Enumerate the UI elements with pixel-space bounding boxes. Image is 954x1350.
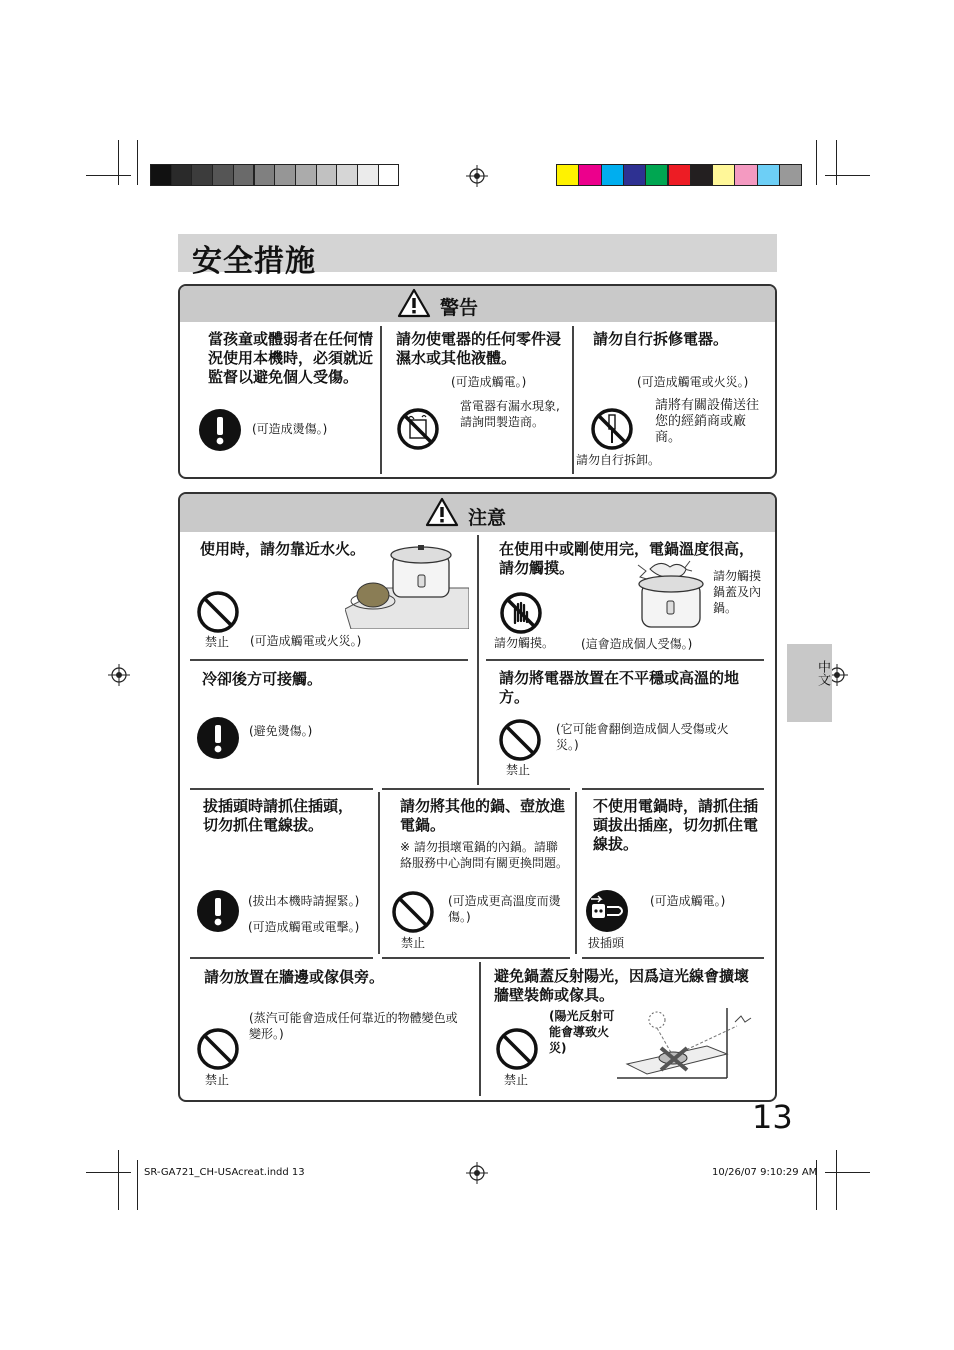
caution-6-label: 禁止: [401, 936, 426, 950]
divider: [382, 788, 570, 790]
divider: [190, 957, 373, 959]
unplug-icon: [585, 889, 629, 933]
caution-1-heading: 使用時，請勿靠近水火。: [200, 540, 366, 558]
divider: [572, 326, 574, 474]
warning-3-note: (可造成觸電或火災。): [637, 375, 749, 389]
color-swatch: [357, 164, 379, 186]
caution-2-side: 請勿觸摸鍋蓋及內鍋。: [713, 569, 762, 615]
registration-mark-icon: [108, 664, 130, 686]
divider: [190, 659, 468, 661]
color-swatch: [295, 164, 317, 186]
page-number: 13: [752, 1098, 793, 1136]
caution-2-note: (這會造成個人受傷。): [581, 637, 693, 651]
prohibition-icon: [196, 590, 240, 634]
warning-3-heading: 請勿自行拆修電器。: [593, 330, 729, 348]
color-swatch: [623, 164, 646, 186]
color-swatch: [779, 164, 802, 186]
crop-mark: [836, 1150, 837, 1210]
warning-3-sub: 請將有關設備送往您的經銷商或廠商。: [655, 398, 760, 445]
caution-3-note: (避免燙傷。): [249, 724, 313, 738]
caution-3-heading: 冷卻後方可接觸。: [202, 670, 323, 688]
mandatory-action-icon: [196, 889, 240, 933]
mandatory-action-icon: [198, 408, 242, 452]
caution-9-label: 禁止: [504, 1073, 529, 1087]
caution-4-heading: 請勿將電器放置在不平穩或高溫的地方。: [499, 669, 740, 706]
color-swatch: [668, 164, 691, 186]
crop-mark: [836, 140, 837, 185]
caution-4-label: 禁止: [506, 763, 531, 777]
color-swatch: [212, 164, 234, 186]
caution-7-note: (可造成觸電。): [650, 894, 726, 908]
caution-8-label: 禁止: [205, 1073, 230, 1087]
divider: [380, 326, 382, 474]
color-swatch: [254, 164, 276, 186]
crop-mark: [86, 175, 131, 176]
caution-header-label: 注意: [468, 507, 507, 529]
caution-9-note: (陽光反射可能會導致火災): [549, 1009, 615, 1055]
crop-mark: [86, 1172, 131, 1173]
caution-6-sub: ※ 請勿損壞電鍋的內鍋。請聯絡服務中心詢問有關更換問題。: [400, 840, 569, 870]
divider: [582, 788, 764, 790]
caution-6-heading: 請勿將其他的鍋、壺放進電鍋。: [400, 797, 566, 834]
color-swatch: [712, 164, 735, 186]
registration-mark-icon: [466, 165, 488, 187]
color-swatch: [378, 164, 400, 186]
hot-cooker-illustration: [630, 557, 712, 635]
footer-timestamp: 10/26/07 9:10:29 AM: [712, 1167, 818, 1178]
no-disassemble-icon: [590, 407, 634, 451]
divider: [582, 957, 764, 959]
divider: [190, 788, 373, 790]
warning-2-sub: 當電器有漏水現象, 請詢問製造商。: [460, 399, 560, 429]
color-swatch: [191, 164, 213, 186]
crop-mark: [825, 1172, 870, 1173]
caution-2-heading: 在使用中或剛使用完，電鍋溫度很高，請勿觸摸。: [499, 540, 755, 577]
caution-9-heading: 避免鍋蓋反射陽光，因爲這光線會擴壞牆壁裝飾或傢具。: [494, 967, 750, 1004]
color-swatch: [336, 164, 358, 186]
caution-5-note2: (可造成觸電或電擊。): [248, 920, 360, 934]
crop-mark: [137, 140, 138, 185]
rice-cooker-stove-illustration: [345, 543, 469, 629]
color-swatch: [734, 164, 757, 186]
warning-triangle-icon: [397, 288, 431, 318]
divider: [486, 659, 764, 661]
warning-2-note: (可造成觸電。): [451, 375, 527, 389]
color-swatch: [757, 164, 780, 186]
mandatory-action-icon: [196, 716, 240, 760]
divider: [382, 957, 570, 959]
prohibition-icon: [391, 890, 435, 934]
color-swatch: [316, 164, 338, 186]
caution-5-note1: (拔出本機時請握緊。): [248, 894, 360, 908]
crop-mark: [118, 1150, 119, 1210]
color-swatch: [150, 164, 172, 186]
caution-4-note: (它可能會翻倒造成個人受傷或火災。): [556, 722, 729, 752]
warning-3-caption: 請勿自行拆卸。: [576, 453, 661, 467]
caution-7-label: 拔插頭: [588, 936, 625, 950]
warning-2-heading: 請勿使電器的任何零件浸濕水或其他液體。: [396, 330, 562, 367]
crop-mark: [816, 140, 817, 185]
caution-1-note: (可造成觸電或火災。): [250, 634, 362, 648]
no-touch-icon: [499, 591, 543, 635]
warning-1-heading: 當孩童或體弱者在任何情況使用本機時，必須就近監督以避免個人受傷。: [208, 330, 374, 386]
warning-header-label: 警告: [440, 297, 479, 319]
color-swatch: [233, 164, 255, 186]
prohibition-icon: [498, 718, 542, 762]
color-swatch: [578, 164, 601, 186]
color-swatch: [556, 164, 579, 186]
crop-mark: [137, 1160, 138, 1210]
registration-mark-icon: [466, 1162, 488, 1184]
prohibition-icon: [196, 1027, 240, 1071]
sunlight-reflection-illustration: [617, 1004, 767, 1082]
divider: [479, 962, 481, 1096]
color-swatch: [645, 164, 668, 186]
prohibition-icon: [495, 1027, 539, 1071]
caution-1-label: 禁止: [205, 635, 230, 649]
crop-mark: [118, 140, 119, 185]
color-swatch: [690, 164, 713, 186]
caution-2-label: 請勿觸摸。: [494, 636, 555, 650]
no-water-icon: [396, 407, 440, 451]
color-swatch: [601, 164, 624, 186]
page-title: 安全措施: [192, 244, 316, 279]
caution-7-heading: 不使用電鍋時，請抓住插頭拔出插座，切勿抓住電線拔。: [593, 797, 759, 853]
caution-8-note: (蒸汽可能會造成任何靠近的物體變色或變形。): [249, 1011, 458, 1041]
color-swatch: [274, 164, 296, 186]
caution-8-heading: 請勿放置在牆邊或傢俱旁。: [204, 968, 385, 986]
divider: [378, 792, 380, 954]
divider: [575, 792, 577, 954]
caution-5-heading: 拔插頭時請抓住插頭，切勿抓住電線拔。: [203, 797, 354, 834]
divider: [477, 535, 479, 785]
footer-filename: SR-GA721_CH-USAcreat.indd 13: [144, 1167, 305, 1178]
crop-mark: [825, 175, 870, 176]
color-swatch: [171, 164, 193, 186]
warning-triangle-icon: [425, 497, 459, 527]
caution-6-note: (可造成更高溫度而燙傷。): [448, 894, 561, 924]
warning-1-note: (可造成燙傷。): [252, 422, 328, 436]
language-side-tab-label: 中文: [815, 660, 830, 686]
